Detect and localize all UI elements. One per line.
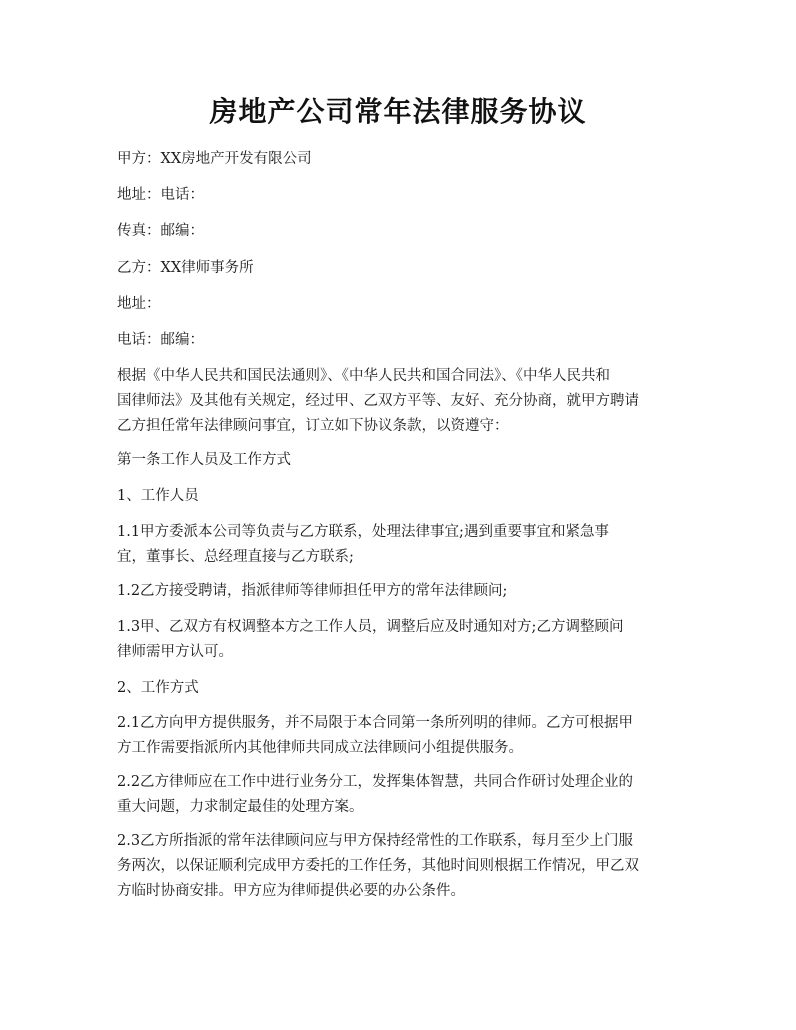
document-title: 房地产公司常年法律服务协议	[209, 95, 587, 128]
text-line: 方临时协商安排。甲方应为律师提供必要的办公条件。	[117, 883, 465, 899]
text-line: 律师需甲方认可。	[117, 644, 233, 660]
text-line: 国律师法》及其他有关规定，经过甲、乙双方平等、友好、充分协商，就甲方聘请	[117, 393, 639, 409]
preamble-paragraph	[117, 364, 682, 439]
text-line: 乙方担任常年法律顾问事宜，订立如下协议条款，以资遵守：	[117, 418, 509, 434]
text-line: 1.1甲方委派本公司等负责与乙方联系，处理法律事宜;遇到重要事宜和紧急事	[117, 524, 609, 540]
text-line: 传真：邮编：	[117, 223, 204, 239]
clause-1-3	[117, 615, 682, 665]
text-line: 乙方：XX律师事务所	[117, 260, 254, 276]
party-a-name	[117, 147, 682, 172]
clause-2-1	[117, 711, 682, 761]
text-line: 2.2乙方律师应在工作中进行业务分工，发挥集体智慧，共同合作研讨处理企业的	[117, 774, 634, 790]
text-line: 根据《中华人民共和国民法通则》、《中华人民共和国合同法》、《中华人民共和	[117, 368, 610, 384]
party-a-address-phone	[117, 183, 682, 208]
clause-1-1	[117, 520, 682, 570]
text-line: 方工作需要指派所内其他律师共同成立法律顾问小组提供服务。	[117, 740, 523, 756]
clause-2-2	[117, 770, 682, 820]
party-b-name	[117, 256, 682, 281]
text-line: 2.3乙方所指派的常年法律顾问应与甲方保持经常性的工作联系，每月至少上门服	[117, 833, 634, 849]
text-line: 甲方：XX房地产开发有限公司	[117, 151, 312, 167]
party-a-fax-postcode	[117, 219, 682, 244]
text-line: 1、工作人员	[117, 488, 199, 504]
party-b-address	[117, 292, 682, 317]
text-line: 1.3甲、乙双方有权调整本方之工作人员，调整后应及时通知对方;乙方调整顾问	[117, 619, 624, 635]
party-b-phone-postcode	[117, 328, 682, 353]
text-line: 1.2乙方接受聘请，指派律师等律师担任甲方的常年法律顾问;	[117, 583, 508, 599]
text-line: 宜，董事长、总经理直接与乙方联系;	[117, 549, 354, 565]
clause-1-2	[117, 579, 682, 604]
text-line: 务两次，以保证顺利完成甲方委托的工作任务，其他时间则根据工作情况，甲乙双	[117, 858, 639, 874]
text-line: 重大问题，力求制定最佳的处理方案。	[117, 799, 364, 815]
article-1-heading	[117, 448, 682, 473]
section-2-heading	[117, 676, 682, 701]
text-line: 2、工作方式	[117, 680, 199, 696]
text-line: 电话：邮编：	[117, 332, 204, 348]
clause-2-3	[117, 829, 682, 904]
text-line: 地址：	[117, 296, 161, 312]
text-line: 2.1乙方向甲方提供服务，并不局限于本合同第一条所列明的律师。乙方可根据甲	[117, 715, 634, 731]
text-line: 第一条工作人员及工作方式	[117, 452, 291, 468]
text-line: 地址：电话：	[117, 187, 204, 203]
section-1-heading	[117, 484, 682, 509]
